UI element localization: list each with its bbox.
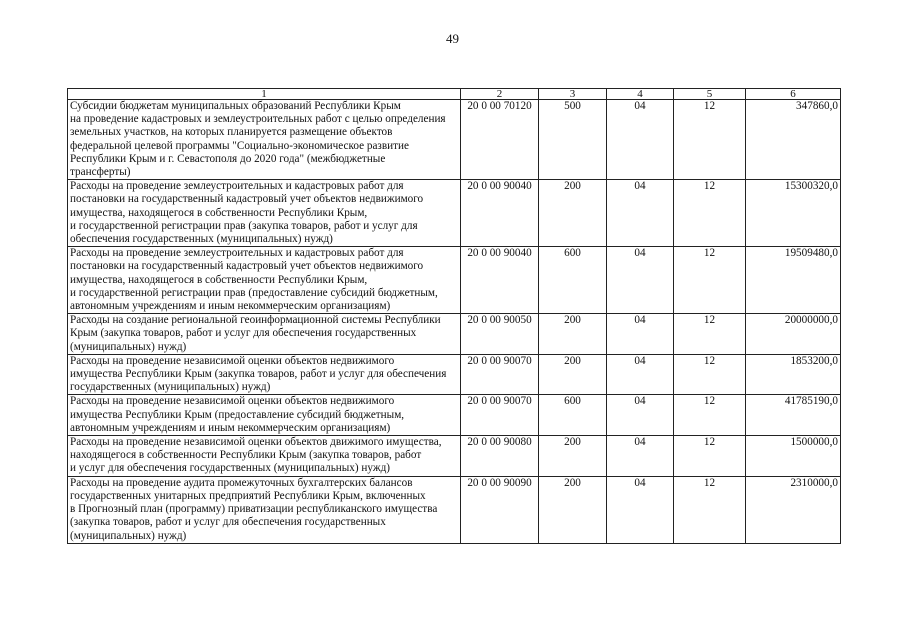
row-amount: 20000000,0: [746, 314, 841, 355]
row-section: 04: [607, 436, 674, 477]
row-amount: 19509480,0: [746, 247, 841, 314]
row-description: Расходы на проведение аудита промежуточных бухгалтерских балансов государственных унитарных предприятий Республики Крым, включенных в Прогнозный план (программу) приватизации республиканского имущества (закупка товаров, работ и услуг для обеспечения государственных (муниципальных) нужд): [68, 476, 461, 543]
row-target-code: 20 0 00 90040: [461, 180, 539, 247]
row-description: Расходы на проведение землеустроительных и кадастровых работ для постановки на государственный кадастровый учет объектов недвижимого имущества, находящегося в собственности Республики Крым, и государственной регистрации прав (предоставление субсидий бюджетным, автономным учреждениям и иным некоммерческим организациям): [68, 247, 461, 314]
row-description: Расходы на проведение землеустроительных и кадастровых работ для постановки на государственный кадастровый учет объектов недвижимого имущества, находящегося в собственности Республики Крым, и государственной регистрации прав (закупка товаров, работ и услуг для обеспечения государственных (муниципальных) нужд): [68, 180, 461, 247]
row-section: 04: [607, 395, 674, 436]
row-description: Субсидии бюджетам муниципальных образований Республики Крым на проведение кадастровых и землеустроительных работ с целью определения земельных участков, на которых планируется размещение объектов федеральной целевой программы "Социально-экономическое развитие Республики Крым и г. Севастополя до 2020 года" (межбюджетные трансферты): [68, 100, 461, 180]
row-amount: 41785190,0: [746, 395, 841, 436]
header-col-3: 3: [539, 89, 607, 100]
row-subsection: 12: [674, 247, 746, 314]
row-expense-type: 200: [539, 476, 607, 543]
row-description: Расходы на проведение независимой оценки объектов недвижимого имущества Республики Крым (закупка товаров, работ и услуг для обеспечения государственных (муниципальных) нужд): [68, 354, 461, 395]
row-section: 04: [607, 476, 674, 543]
row-expense-type: 200: [539, 354, 607, 395]
table-row: [68, 395, 841, 436]
header-col-6: 6: [746, 89, 841, 100]
row-target-code: 20 0 00 90080: [461, 436, 539, 477]
table-row: [68, 247, 841, 314]
row-section: 04: [607, 314, 674, 355]
row-section: 04: [607, 180, 674, 247]
row-target-code: 20 0 00 90070: [461, 354, 539, 395]
row-expense-type: 500: [539, 100, 607, 180]
row-amount: 347860,0: [746, 100, 841, 180]
row-subsection: 12: [674, 100, 746, 180]
row-subsection: 12: [674, 314, 746, 355]
row-subsection: 12: [674, 476, 746, 543]
table-row: [68, 354, 841, 395]
budget-table: [67, 88, 841, 544]
table-row: [68, 436, 841, 477]
row-target-code: 20 0 00 90040: [461, 247, 539, 314]
page-number: 49: [446, 31, 459, 46]
header-col-1: 1: [68, 89, 461, 100]
row-subsection: 12: [674, 436, 746, 477]
header-row: [68, 89, 841, 100]
row-expense-type: 600: [539, 395, 607, 436]
table-row: [68, 476, 841, 543]
table-row: [68, 100, 841, 180]
row-amount: 2310000,0: [746, 476, 841, 543]
row-subsection: 12: [674, 395, 746, 436]
header-col-4: 4: [607, 89, 674, 100]
row-description: Расходы на проведение независимой оценки объектов движимого имущества, находящегося в собственности Республики Крым (закупка товаров, работ и услуг для обеспечения государственных (муниципальных) нужд): [68, 436, 461, 477]
table-row: [68, 180, 841, 247]
row-target-code: 20 0 00 90070: [461, 395, 539, 436]
row-section: 04: [607, 354, 674, 395]
row-section: 04: [607, 247, 674, 314]
row-target-code: 20 0 00 90090: [461, 476, 539, 543]
table-row: [68, 314, 841, 355]
row-subsection: 12: [674, 180, 746, 247]
row-amount: 1853200,0: [746, 354, 841, 395]
row-expense-type: 200: [539, 180, 607, 247]
row-expense-type: 600: [539, 247, 607, 314]
row-description: Расходы на создание региональной геоинформационной системы Республики Крым (закупка товаров, работ и услуг для обеспечения государственных (муниципальных) нужд): [68, 314, 461, 355]
row-expense-type: 200: [539, 314, 607, 355]
row-section: 04: [607, 100, 674, 180]
row-target-code: 20 0 00 90050: [461, 314, 539, 355]
row-description: Расходы на проведение независимой оценки объектов недвижимого имущества Республики Крым (предоставление субсидий бюджетным, автономным учреждениям и иным некоммерческим организациям): [68, 395, 461, 436]
header-col-5: 5: [674, 89, 746, 100]
row-expense-type: 200: [539, 436, 607, 477]
header-col-2: 2: [461, 89, 539, 100]
row-amount: 15300320,0: [746, 180, 841, 247]
row-subsection: 12: [674, 354, 746, 395]
row-amount: 1500000,0: [746, 436, 841, 477]
row-target-code: 20 0 00 70120: [461, 100, 539, 180]
